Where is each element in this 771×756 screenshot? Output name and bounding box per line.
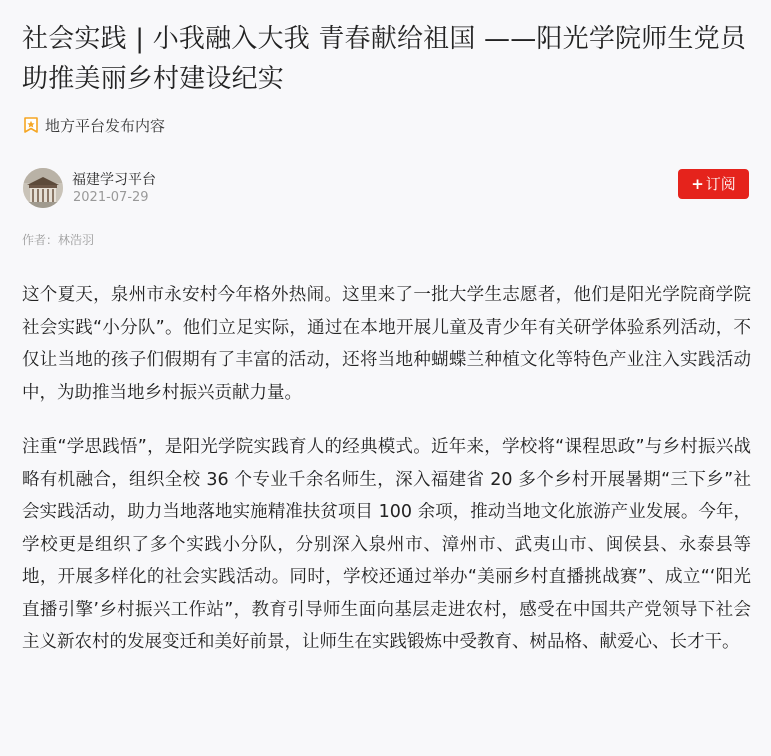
plus-icon: + bbox=[691, 175, 704, 193]
article-body bbox=[22, 279, 751, 659]
source-info bbox=[22, 114, 749, 136]
author-byline: 作者：林浩羽 bbox=[22, 233, 95, 247]
article-paragraph: 这个夏天，泉州市永安村今年格外热闹。这里来了一批大学生志愿者，他们是阳光学院商学院社会实践“小分队”。他们立足实际，通过在本地开展儿童及青少年有关研学体验系列活动，不仅让当地的孩子们假期有了丰富的活动，还将当地种蝴蝶兰种植文化等特色产业注入实践活动中，为助推当地乡村振兴贡献力量。 bbox=[22, 285, 751, 403]
account-header bbox=[22, 166, 749, 210]
publish-date: 2021-07-29 bbox=[73, 190, 149, 205]
article-paragraph: 注重“学思践悟”，是阳光学院实践育人的经典模式。近年来，学校将“课程思政”与乡村振兴战略有机融合，组织全校 36 个专业千余名师生，深入福建省 20 多个乡村开展暑期“三下乡”社会实践活动，助力当地落地实施精准扶贫项目 100 余项，推动当地文化旅游产业发展。今年，学校更是组织了多个实践小分队，分别深入泉州市、漳州市、武夷山市、闽侯县、永泰县等地，开展多样化的社会实践活动。同时，学校还通过举办“美丽乡村直播挑战赛”、成立“‘阳光直播引擎’乡村振兴工作站”，教育引导师生面向基层走进农村，感受在中国共产党领导下社会主义新农村的发展变迁和美好前景，让师生在实践锻炼中受教育、树品格、献爱心、长才干。 bbox=[22, 437, 751, 652]
publisher-badge-icon bbox=[24, 117, 38, 133]
article-title: 社会实践 | 小我融入大我 青春献给祖国 ——阳光学院师生党员助推美丽乡村建设纪实 bbox=[22, 24, 747, 94]
source-label: 地方平台发布内容 bbox=[45, 116, 166, 135]
account-name[interactable]: 福建学习平台 bbox=[72, 172, 156, 188]
building-avatar-icon[interactable] bbox=[23, 168, 63, 208]
subscribe-label: 订阅 bbox=[705, 175, 736, 193]
subscribe-button[interactable] bbox=[678, 169, 749, 199]
